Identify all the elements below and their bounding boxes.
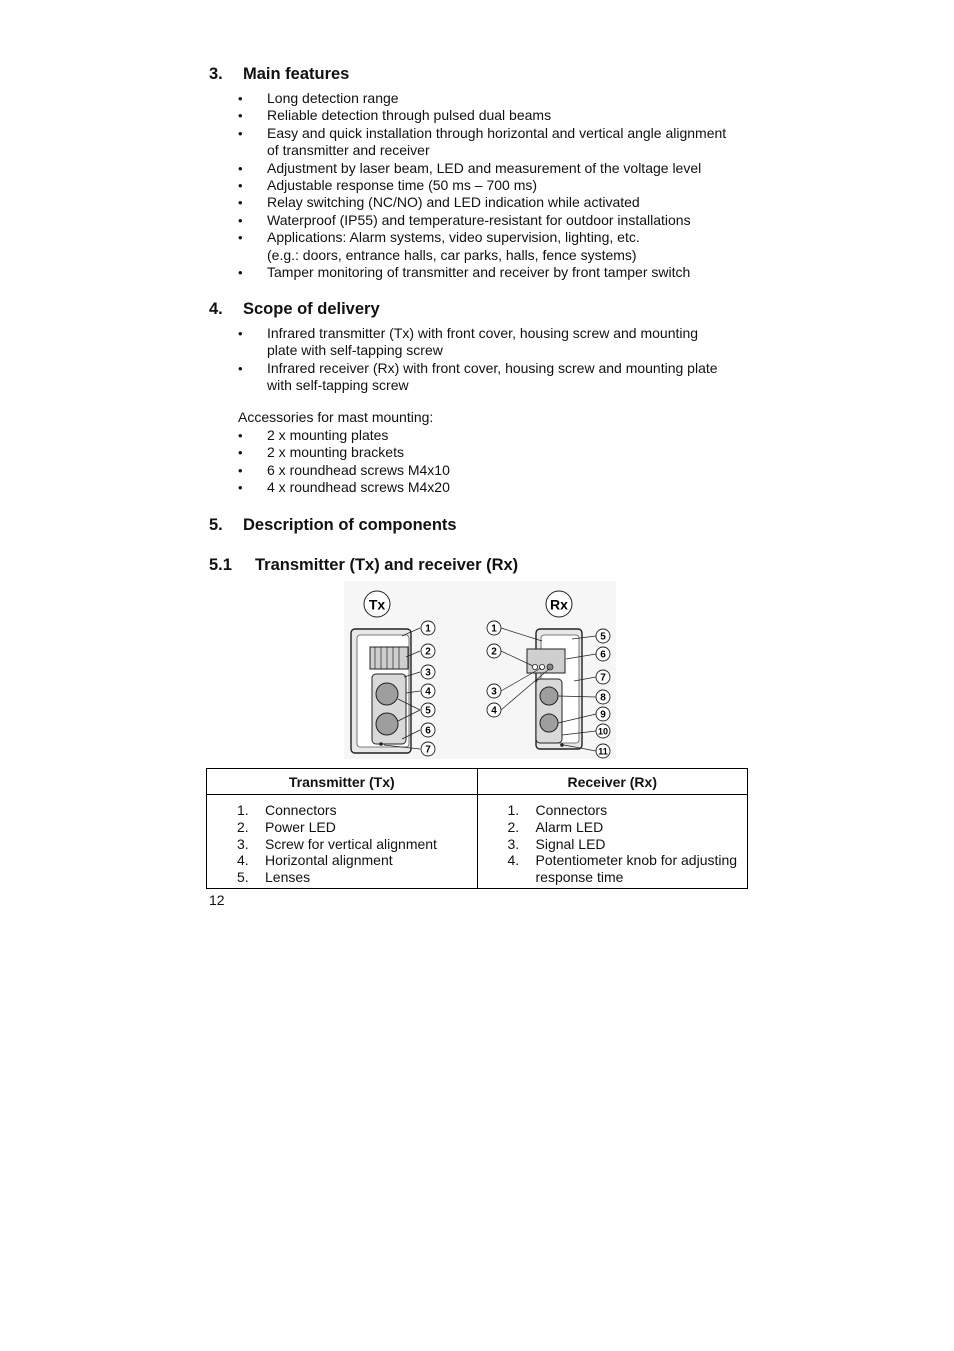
- receiver-components-cell: [477, 795, 748, 889]
- list-item: [238, 177, 758, 194]
- heading-text: Description of components: [243, 516, 457, 534]
- callout-number: 6: [425, 725, 431, 737]
- list-item: [238, 229, 758, 264]
- list-item-text: • Reliable detection through pulsed dual beams: [267, 107, 552, 124]
- callout-number: 1: [491, 623, 497, 635]
- list-item-number: 3.: [507, 835, 520, 852]
- tx-lower-lens: [376, 713, 398, 735]
- rx-housing-screw: [560, 743, 564, 747]
- callout-number: 5: [600, 631, 606, 643]
- heading-description-of-components: [209, 516, 457, 535]
- callout-number: 3: [491, 686, 497, 698]
- callout-number: 6: [600, 649, 606, 661]
- list-item-text: of transmitter and receiver: [267, 142, 430, 159]
- heading-number: 5.1: [209, 556, 232, 574]
- list-item-text: Connectors: [535, 802, 608, 818]
- list-item-text: Screw for vertical alignment: [265, 835, 437, 852]
- list-item: [238, 479, 758, 496]
- list-item: [508, 802, 748, 819]
- list-item-text: • Adjustable response time (50 ms – 700 ms): [267, 177, 538, 194]
- list-item-text: • 2 x mounting brackets: [267, 444, 404, 461]
- callout-number: 2: [425, 646, 431, 658]
- heading-scope-of-delivery: [209, 300, 380, 319]
- list-item-text: • Waterproof (IP55) and temperature-resistant for outdoor installations: [267, 211, 691, 228]
- list-item-text: Power LED: [265, 818, 336, 835]
- heading-number: 3.: [209, 65, 223, 83]
- list-item: [237, 819, 477, 836]
- list-item: [238, 264, 758, 281]
- list-item-text: • Infrared transmitter (Tx) with front cover, housing screw and mounting: [267, 325, 699, 341]
- accessories-label: Accessories for mast mounting:: [238, 409, 434, 425]
- list-item: [238, 212, 758, 229]
- transmitter-device: [351, 629, 411, 753]
- callout-number: 1: [425, 623, 431, 635]
- heading-transmitter-receiver: [209, 556, 518, 575]
- tx-label-badge: [364, 591, 390, 617]
- rx-connector-block: [527, 649, 565, 673]
- scope-list: [238, 325, 758, 395]
- list-item-text: Signal LED: [535, 835, 606, 852]
- list-item: [238, 444, 758, 461]
- callout-number: 9: [600, 709, 606, 721]
- accessories-list: [238, 427, 758, 497]
- list-item: [238, 325, 758, 360]
- callout-number: 5: [425, 705, 431, 717]
- heading-text: Main features: [243, 65, 350, 83]
- list-item: [508, 819, 748, 836]
- heading-text: Scope of delivery: [243, 300, 380, 318]
- rx-label-badge: [546, 591, 572, 617]
- list-item-text: response time: [535, 869, 624, 886]
- tx-housing-screw: [379, 742, 383, 746]
- heading-text: Transmitter (Tx) and receiver (Rx): [255, 556, 519, 574]
- components-figure: [344, 581, 616, 759]
- list-item: [238, 90, 758, 107]
- heading-main-features: [209, 65, 349, 84]
- list-item-number: 3.: [237, 835, 249, 852]
- callout-number: 2: [491, 646, 497, 658]
- list-item-text: with self-tapping screw: [267, 377, 409, 394]
- callout-number: 7: [425, 744, 431, 756]
- page-number: 12: [209, 892, 225, 908]
- rx-label: Rx: [550, 596, 568, 613]
- list-item: [238, 125, 758, 160]
- list-item-text: • Applications: Alarm systems, video supervision, lighting, etc.: [267, 229, 640, 246]
- list-item: [508, 836, 748, 853]
- list-item-text: (e.g.: doors, entrance halls, car parks, halls, fence systems): [267, 246, 637, 263]
- list-item-number: 2.: [237, 818, 249, 835]
- list-item-text: • 6 x roundhead screws M4x10: [267, 461, 450, 478]
- list-item: [508, 852, 748, 886]
- tx-connector-block: [370, 647, 408, 669]
- heading-number: 5.: [209, 516, 223, 534]
- list-item: [238, 360, 758, 395]
- list-item-text: plate with self-tapping screw: [267, 342, 443, 359]
- list-item-text: • Adjustment by laser beam, LED and measurement of the voltage level: [267, 159, 702, 176]
- components-table: [206, 768, 748, 889]
- list-item: [238, 462, 758, 479]
- callout-number: 7: [600, 672, 606, 684]
- list-item-number: 1.: [237, 802, 249, 818]
- main-features-list: [238, 90, 758, 281]
- list-item: [237, 869, 477, 886]
- callout-number: 10: [597, 726, 609, 737]
- rx-potentiometer: [547, 664, 553, 670]
- list-item-number: 5.: [237, 869, 249, 886]
- list-item: [237, 836, 477, 853]
- list-item-text: • 2 x mounting plates: [267, 427, 389, 443]
- list-item-text: Potentiometer knob for adjusting: [535, 852, 738, 869]
- list-item: [237, 852, 477, 869]
- table-row: [207, 795, 748, 889]
- transmitter-components-cell: [207, 795, 478, 889]
- list-item-text: • Infrared receiver (Rx) with front cover, housing screw and mounting plate: [267, 359, 718, 376]
- list-item-text: Alarm LED: [535, 818, 604, 835]
- callout-number: 11: [598, 746, 608, 757]
- list-item-text: • 4 x roundhead screws M4x20: [267, 479, 450, 496]
- list-item-text: Lenses: [265, 869, 311, 886]
- list-item-text: • Long detection range: [267, 90, 399, 106]
- list-item-text: • Relay switching (NC/NO) and LED indication while activated: [267, 194, 640, 211]
- list-item-number: 4.: [507, 852, 520, 869]
- list-item: [238, 160, 758, 177]
- list-item: [238, 194, 758, 211]
- list-item-text: • Easy and quick installation through horizontal and vertical angle alignment: [267, 124, 727, 141]
- list-item-number: 2.: [507, 818, 520, 835]
- tx-label: Tx: [368, 596, 386, 613]
- list-item-number: 4.: [237, 852, 249, 869]
- tx-upper-lens: [376, 683, 398, 705]
- list-item-text: • Tamper monitoring of transmitter and receiver by front tamper switch: [267, 264, 691, 281]
- rx-lower-lens: [540, 714, 558, 732]
- callout-number: 8: [600, 692, 606, 704]
- callout-number: 4: [491, 705, 497, 717]
- callout-number: 3: [425, 667, 431, 679]
- transmitter-components-list: [207, 795, 477, 888]
- table-header-transmitter: Transmitter (Tx): [207, 769, 478, 795]
- table-header-row: [207, 769, 748, 795]
- receiver-components-list: [478, 795, 748, 888]
- rx-alarm-led: [532, 664, 537, 669]
- rx-upper-lens: [540, 687, 558, 705]
- heading-number: 4.: [209, 300, 223, 318]
- list-item: [237, 802, 477, 819]
- list-item-text: Connectors: [265, 802, 337, 818]
- list-item: [238, 427, 758, 444]
- callout-number: 4: [425, 686, 431, 698]
- list-item-number: 1.: [507, 802, 520, 818]
- list-item: [238, 107, 758, 124]
- list-item-text: Horizontal alignment: [265, 852, 393, 869]
- table-header-receiver: Receiver (Rx): [477, 769, 748, 795]
